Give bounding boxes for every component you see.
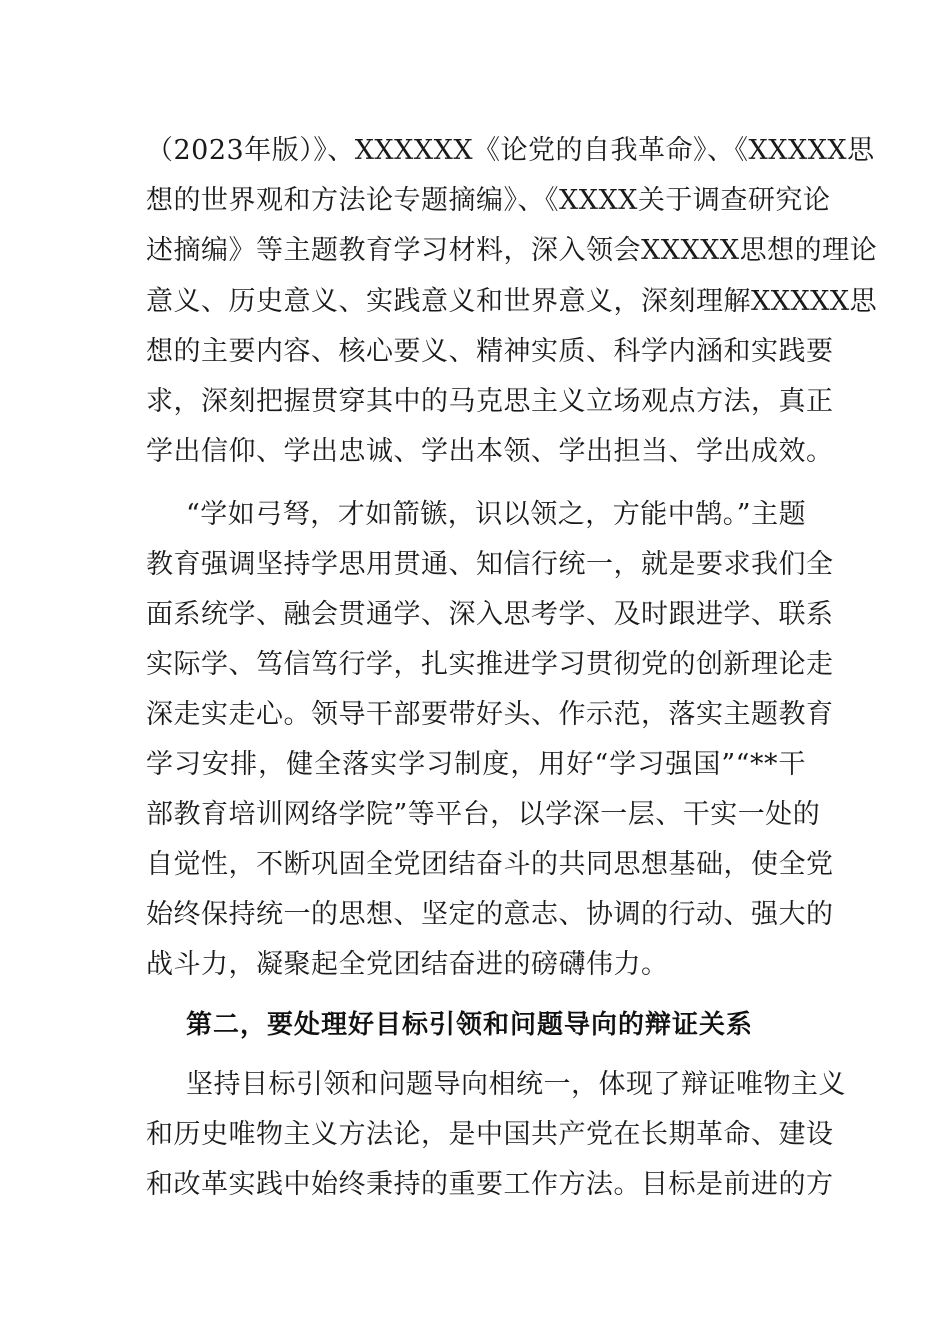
paragraph-3-line-1: 坚持目标引领和问题导向相统一，体现了辩证唯物主义: [186, 1069, 846, 1100]
paragraph-3-line-2: 和历史唯物主义方法论，是中国共产党在长期革命、建设: [146, 1119, 834, 1150]
paragraph-2-line-10: 战斗力，凝聚起全党团结奋进的磅礴伟力。: [146, 949, 669, 980]
paragraph-2-line-6: 学习安排，健全落实学习制度，用好“学习强国”“**干: [146, 749, 806, 780]
paragraph-2-line-5: 深走实走心。领导干部要带好头、作示范，落实主题教育: [146, 699, 834, 730]
paragraph-3-line-3: 和改革实践中始终秉持的重要工作方法。目标是前进的方: [146, 1169, 834, 1200]
paragraph-1-line-2: 想的世界观和方法论专题摘编》、《XXXX关于调查研究论: [146, 185, 831, 216]
paragraph-1-line-5: 想的主要内容、核心要义、精神实质、科学内涵和实践要: [146, 336, 834, 367]
paragraph-1-line-3: 述摘编》等主题教育学习材料，深入领会XXXXX思想的理论: [146, 235, 878, 266]
paragraph-2-line-7: 部教育培训网络学院”等平台，以学深一层、干实一处的: [146, 799, 821, 830]
paragraph-2-line-3: 面系统学、融会贯通学、深入思考学、及时跟进学、联系: [146, 599, 834, 630]
paragraph-2-line-2: 教育强调坚持学思用贯通、知信行统一，就是要求我们全: [146, 549, 834, 580]
section-heading: 第二，要处理好目标引领和问题导向的辩证关系: [186, 1010, 754, 1040]
paragraph-2-line-8: 自觉性，不断巩固全党团结奋斗的共同思想基础，使全党: [146, 849, 834, 880]
paragraph-1-line-7: 学出信仰、学出忠诚、学出本领、学出担当、学出成效。: [146, 436, 834, 467]
paragraph-2-line-4: 实际学、笃信笃行学，扎实推进学习贯彻党的创新理论走: [146, 649, 834, 680]
paragraph-2-line-9: 始终保持统一的思想、坚定的意志、协调的行动、强大的: [146, 899, 834, 930]
paragraph-2-line-1: “学如弓弩，才如箭镞，识以领之，方能中鹄。”主题: [186, 499, 807, 530]
paragraph-1-line-1: （2023年版）》、XXXXXX《论党的自我革命》、《XXXXX思: [146, 135, 875, 166]
paragraph-1-line-6: 求，深刻把握贯穿其中的马克思主义立场观点方法，真正: [146, 386, 834, 417]
paragraph-1-line-4: 意义、历史意义、实践意义和世界意义，深刻理解XXXXX思: [146, 286, 878, 317]
